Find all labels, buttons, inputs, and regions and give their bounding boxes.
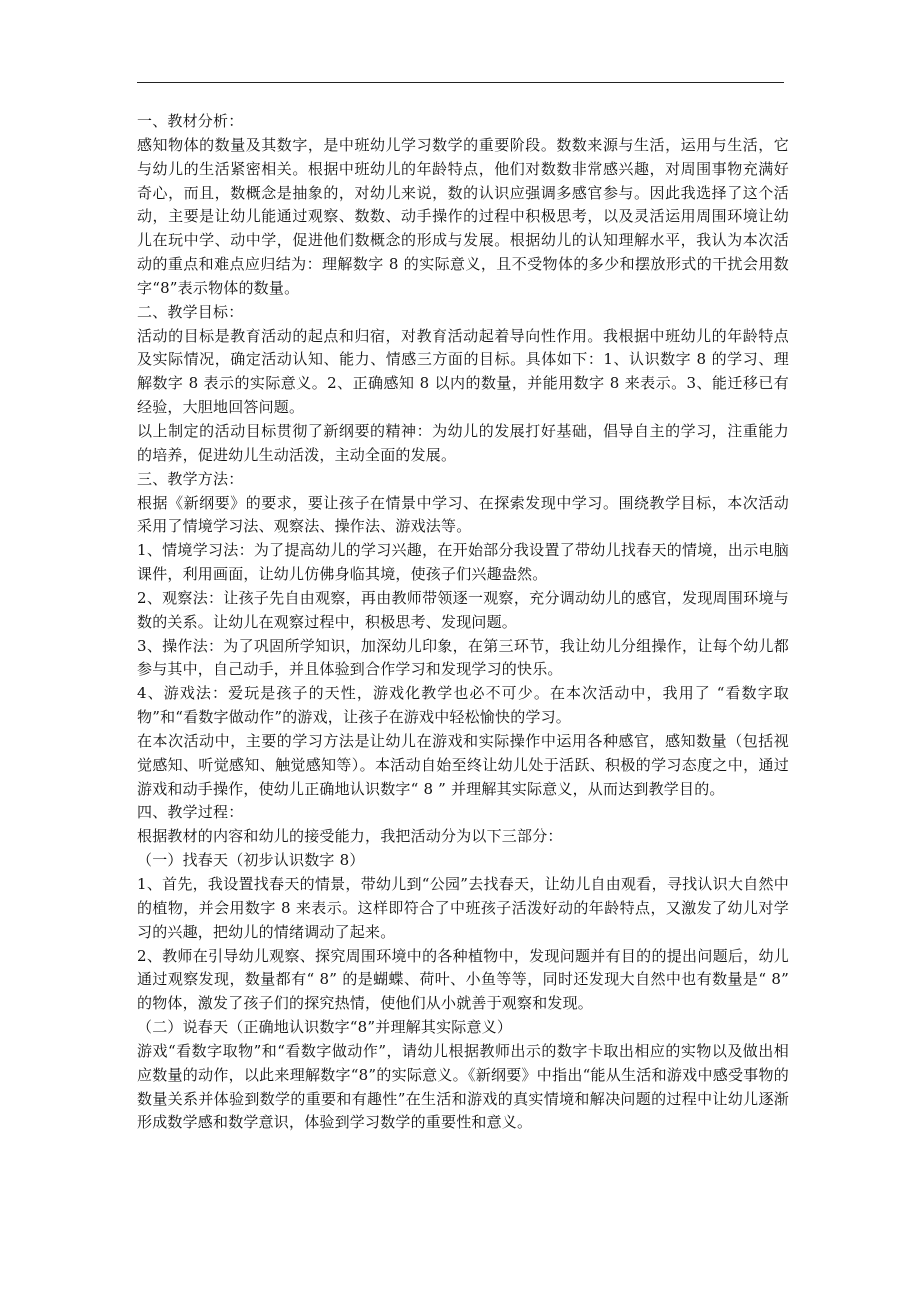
list-item: 1、情境学习法：为了提高幼儿的学习兴趣，在开始部分我设置了带幼儿找春天的情境，出示电脑课件，利用画面，让幼儿仿佛身临其境，使孩子们兴趣盎然。 — [137, 541, 789, 584]
paragraph: 以上制定的活动目标贯彻了新纲要的精神：为幼儿的发展打好基础，倡导自主的学习，注重能力的培养，促进幼儿生动活泼，主动全面的发展。 — [137, 421, 789, 464]
heading-teaching-goals: 二、教学目标： — [137, 302, 244, 321]
heading-material-analysis: 一、教材分析： — [137, 112, 244, 130]
heading-teaching-methods: 三、教学方法： — [137, 469, 244, 488]
list-item: 4、游戏法：爱玩是孩子的天性，游戏化教学也必不可少。在本次活动中，我用了 “看数字取物”和“看数字做动作”的游戏，让孩子在游戏中轻松愉快的学习。 — [137, 684, 789, 727]
paragraph: 根据《新纲要》的要求，要让孩子在情景中学习、在探索发现中学习。围绕教学目标，本次活动采用了情境学习法、观察法、操作法、游戏法等。 — [137, 493, 789, 536]
header-rule — [137, 82, 784, 83]
list-item: 3、操作法：为了巩固所学知识，加深幼儿印象，在第三环节，我让幼儿分组操作，让每个幼儿都参与其中，自己动手，并且体验到合作学习和发现学习的快乐。 — [137, 636, 789, 679]
heading-teaching-process: 四、教学过程： — [137, 803, 244, 822]
list-item: 2、观察法：让孩子先自由观察，再由教师带领逐一观察，充分调动幼儿的感官，发现周围环境与数的关系。让幼儿在观察过程中，积极思考、发现问题。 — [137, 588, 789, 631]
document-body — [137, 110, 789, 1135]
subheading: （一）找春天（初步认识数字 8） — [137, 851, 365, 870]
paragraph: 根据教材的内容和幼儿的接受能力，我把活动分为以下三部分： — [137, 827, 563, 846]
paragraph: 在本次活动中，主要的学习方法是让幼儿在游戏和实际操作中运用各种感官，感知数量（包括视觉感知、听觉感知、触觉感知等）。本活动自始至终让幼儿处于活跃、积极的学习态度之中，通过游戏和动手操作，使幼儿正确地认识数字“ 8 ” 并理解其实际意义，从而达到教学目的。 — [137, 731, 789, 798]
subheading: （二）说春天（正确地认识数字“8”并理解其实际意义） — [137, 1018, 513, 1037]
paragraph: 活动的目标是教育活动的起点和归宿，对教育活动起着导向性作用。我根据中班幼儿的年龄特点及实际情况，确定活动认知、能力、情感三方面的目标。具体如下：1、认识数字 8 的学习、理解数字 8 表示的实际意义。2、正确感知 8 以内的数量，并能用数字 8 来表示。3、能迁移已有经验，大胆地回答问题。 — [137, 326, 789, 417]
list-item: 2、教师在引导幼儿观察、探究周围环境中的各种植物中，发现问题并有目的的提出问题后，幼儿通过观察发现，数量都有“ 8” 的是蝴蝶、荷叶、小鱼等等，同时还发现大自然中也有数量是“ 8” 的物体，激发了孩子们的探究热情，使他们从小就善于观察和发现。 — [137, 946, 789, 1013]
list-item: 1、首先，我设置找春天的情景，带幼儿到“公园”去找春天，让幼儿自由观看，寻找认识大自然中的植物，并会用数字 8 来表示。这样即符合了中班孩子活泼好动的年龄特点，又激发了幼儿对学习的兴趣，把幼儿的情绪调动了起来。 — [137, 875, 789, 941]
paragraph: 游戏“看数字取物”和“看数字做动作”，请幼儿根据教师出示的数字卡取出相应的实物以及做出相应数量的动作，以此来理解数字“8”的实际意义。《新纲要》中指出“能从生活和游戏中感受事物的数量关系并体验到数学的重要和有趣性”在生活和游戏的真实情境和解决问题的过程中让幼儿逐渐形成数学感和数学意识，体验到学习数学的重要性和意义。 — [137, 1041, 789, 1132]
paragraph: 感知物体的数量及其数字，是中班幼儿学习数学的重要阶段。数数来源与生活，运用与生活，它与幼儿的生活紧密相关。根据中班幼儿的年龄特点，他们对数数非常感兴趣，对周围事物充满好奇心，而且，数概念是抽象的，对幼儿来说，数的认识应强调多感官参与。因此我选择了这个活动，主要是让幼儿能通过观察、数数、动手操作的过程中积极思考，以及灵活运用周围环境让幼儿在玩中学、动中学，促进他们数概念的形成与发展。根据幼儿的认知理解水平，我认为本次活动的重点和难点应归结为：理解数字 8 的实际意义，且不受物体的多少和摆放形式的干扰会用数字“8”表示物体的数量。 — [137, 135, 789, 297]
